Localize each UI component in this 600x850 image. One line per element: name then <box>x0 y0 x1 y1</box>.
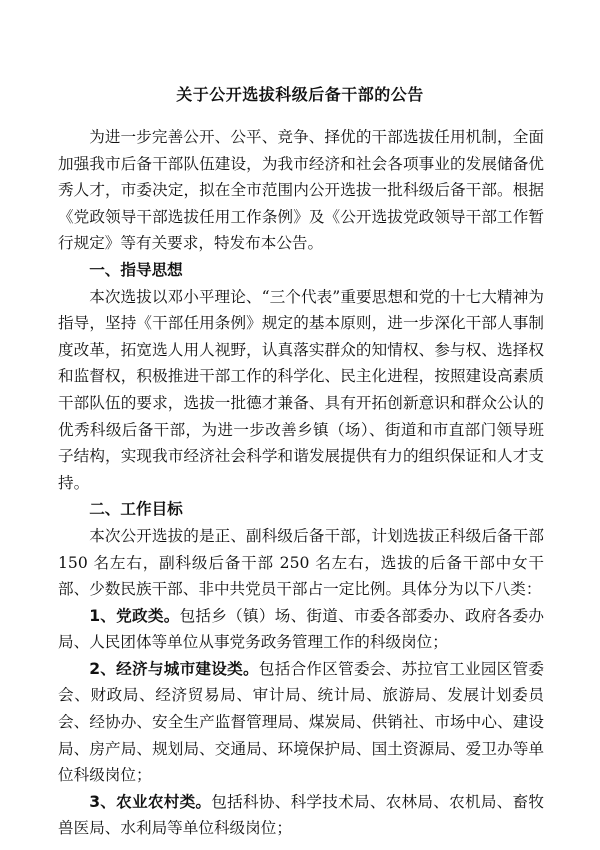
section-heading-guiding-ideology: 一、指导思想 <box>89 260 183 279</box>
category-text: 包括乡（镇）场、街道、市委各部委办、政府各委办局、人民团体等单位从事党务政务管理工作的科级岗位； <box>58 606 544 652</box>
category-label: 3、农业农村类。 <box>89 792 212 811</box>
section-paragraph-work-goals: 本次公开选拔的是正、副科级后备干部，计划选拔正科级后备干部 150 名左右，副科级后备干部 250 名左右，选拔的后备干部中女干部、少数民族干部、非中共党员干部占一定比例。具体分为以下八类： <box>58 526 544 599</box>
category-item-economy-urban <box>58 656 544 789</box>
category-text: 包括合作区管委会、苏拉官工业园区管委会、财政局、经济贸易局、审计局、统计局、旅游局、发展计划委员会、经协办、安全生产监督管理局、煤炭局、供销社、市场中心、建设局、房产局、规划局、交通局、环境保护局、国土资源局、爱卫办等单位科级岗位； <box>58 659 544 785</box>
category-text: 包括科协、科学技术局、农林局、农机局、畜牧兽医局、水利局等单位科级岗位； <box>58 792 544 838</box>
category-label: 1、党政类。 <box>89 606 180 625</box>
document-body <box>58 124 544 842</box>
category-item-agriculture <box>58 789 544 842</box>
category-item-party-government <box>58 603 544 656</box>
section-paragraph-guiding-ideology: 本次选拔以邓小平理论、“三个代表”重要思想和党的十七大精神为指导，坚持《干部任用条例》规定的基本原则，进一步深化干部人事制度改革，拓宽选人用人视野，认真落实群众的知情权、参与权、选择权和监督权，积极推进干部工作的科学化、民主化进程，按照建设高素质干部队伍的要求，选拔一批德才兼备、具有开拓创新意识和群众公认的优秀科级后备干部，为进一步改善乡镇（场）、街道和市直部门领导班子结构，实现我市经济社会科学和谐发展提供有力的组织保证和人才支持。 <box>58 287 544 492</box>
category-label: 2、经济与城市建设类。 <box>89 659 259 678</box>
intro-paragraph: 为进一步完善公开、公平、竞争、择优的干部选拔任用机制，全面加强我市后备干部队伍建设，为我市经济和社会各项事业的发展储备优秀人才，市委决定，拟在全市范围内公开选拔一批科级后备干部。根据《党政领导干部选拔任用工作条例》及《公开选拔党政领导干部工作暂行规定》等有关要求，特发布本公告。 <box>58 128 544 253</box>
section-heading-work-goals: 二、工作目标 <box>89 500 183 519</box>
document-title: 关于公开选拔科级后备干部的公告 <box>176 85 424 104</box>
